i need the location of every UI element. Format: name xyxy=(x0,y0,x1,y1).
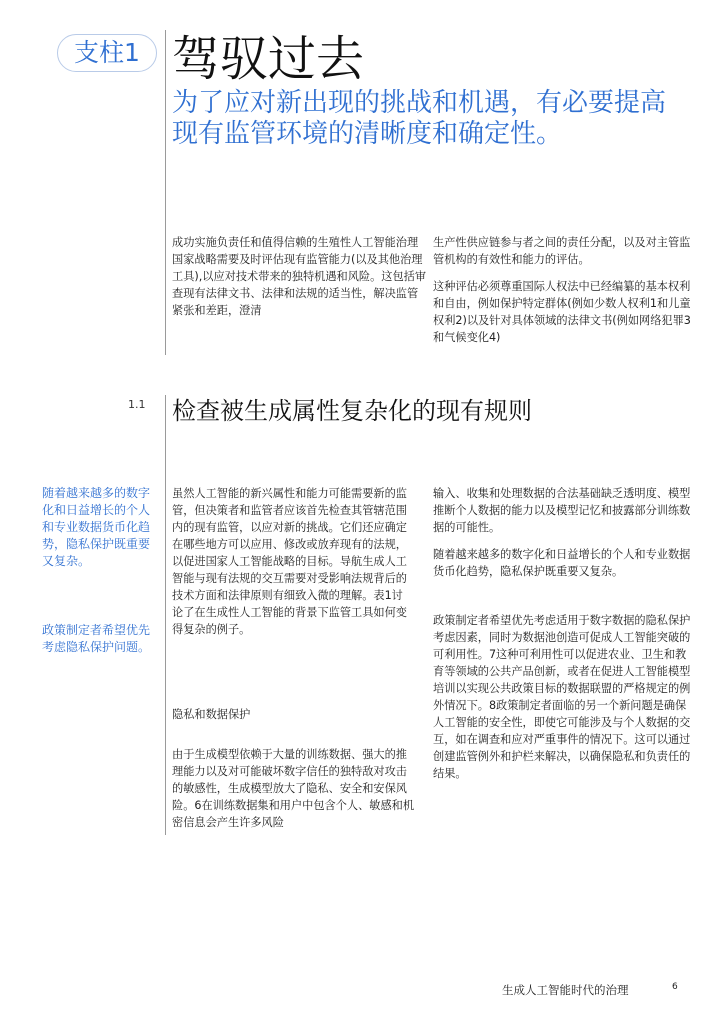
paragraph: 这种评估必须尊重国际人权法中已经编纂的基本权利和自由，例如保护特定群体(例如少数人权利1和儿童权利2)以及针对具体领域的法律文书(例如网络犯罪3和气候变化4) xyxy=(433,280,691,344)
page-subtitle: 为了应对新出现的挑战和机遇，有必要提高现有监管环境的清晰度和确定性。 xyxy=(172,88,667,149)
section-column-2 xyxy=(433,485,693,792)
section-number: 1.1 xyxy=(128,398,146,411)
pillar-badge: 支柱1 xyxy=(57,34,157,72)
subheading: 隐私和数据保护 xyxy=(172,708,251,721)
intro-column-2 xyxy=(433,234,693,356)
paragraph: 输入、收集和处理数据的合法基础缺乏透明度、模型推断个人数据的能力以及模型记忆和披露部分训练数据的可能性。 xyxy=(433,487,691,534)
page-number: 6 xyxy=(672,982,678,992)
footer-title: 生成人工智能时代的治理 xyxy=(502,983,629,997)
intro-column-1 xyxy=(172,234,427,329)
sidenote: 随着越来越多的数字化和日益增长的个人和专业数据货币化趋势，隐私保护既重要又复杂。 xyxy=(42,486,151,568)
paragraph: 成功实施负责任和值得信赖的生殖性人工智能治理国家战略需要及时评估现有监管能力(以及其他治理工具),以应对技术带来的独特机遇和风险。这包括审查现有法律文书、法律和法规的适当性，解决监管紧张和差距，澄清 xyxy=(172,236,427,317)
divider-line xyxy=(165,30,166,355)
paragraph: 政策制定者希望优先考虑适用于数字数据的隐私保护考虑因素，同时为数据池创造可促成人工智能突破的可利用性。7这种可利用性可以促进农业、卫生和教育等领域的公共产品创新，或者在促进人工智能模型培训以实现公共政策目标的数据联盟的严格规定的例外情况下。8政策制定者面临的另一个新问题是确保人工智能的安全性，即使它可能涉及与个人数据的交互，如在调查和应对严重事件的情况下。这可以通过创建监管例外和护栏来解决，以确保隐私和负责任的结果。 xyxy=(433,614,691,780)
section-paragraph: 由于生成模型依赖于大量的训练数据、强大的推理能力以及对可能破坏数字信任的独特敌对攻击的敏感性，生成模型放大了隐私、安全和安保风险。6在训练数据集和用户中包含个人、敏感和机密信息会产生许多风险 xyxy=(172,748,415,829)
divider-line xyxy=(165,395,166,835)
paragraph: 随着越来越多的数字化和日益增长的个人和专业数据货币化趋势，隐私保护既重要又复杂。 xyxy=(433,548,691,578)
sidenote: 政策制定者希望优先考虑隐私保护问题。 xyxy=(42,623,151,654)
section-heading: 检查被生成属性复杂化的现有规则 xyxy=(172,397,532,425)
page-title: 驾驭过去 xyxy=(172,31,365,87)
paragraph: 生产性供应链参与者之间的责任分配，以及对主管监管机构的有效性和能力的评估。 xyxy=(433,236,691,266)
section-paragraph: 虽然人工智能的新兴属性和能力可能需要新的监管，但决策者和监管者应该首先检查其管辖范围内的现有监管，以应对新的挑战。它们还应确定在哪些地方可以应用、修改或放弃现有的法规，以促进国家人工智能战略的目标。导航生成人工智能与现有法规的交互需要对受影响法规背后的技术方面和法律原则有细致入微的理解。表1讨论了在生成性人工智能的背景下监管工具如何变得复杂的例子。 xyxy=(172,487,407,636)
